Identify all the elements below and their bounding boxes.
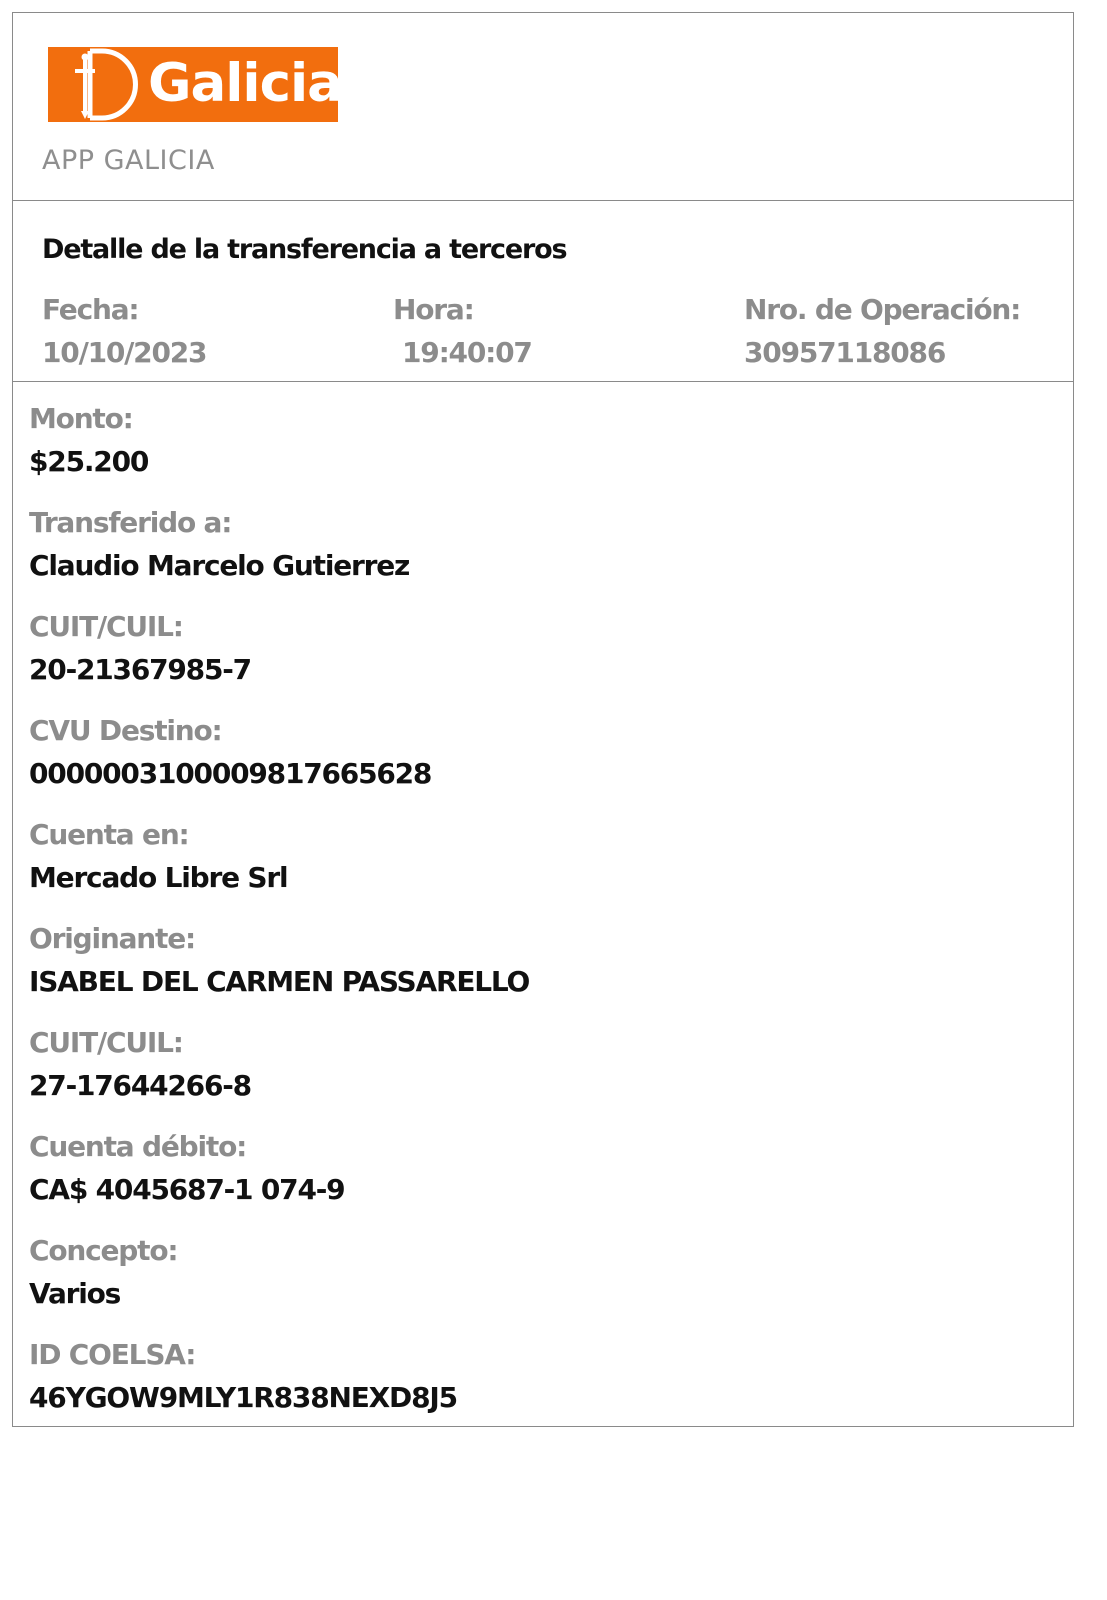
cuit-originante-field (29, 1027, 529, 1131)
field-label: Monto: (29, 402, 133, 435)
field-label: Originante: (29, 922, 195, 955)
originante-field (29, 923, 529, 1027)
logo-wordmark: Galicia (148, 53, 342, 114)
receipt-header (13, 13, 1073, 201)
field-value: ISABEL DEL CARMEN PASSARELLO (29, 965, 530, 998)
field-value: 27-17644266-8 (29, 1069, 251, 1102)
concepto-field (29, 1235, 529, 1339)
field-label: Cuenta en: (29, 818, 189, 851)
field-label: ID COELSA: (29, 1338, 196, 1371)
field-label: Transferido a: (29, 506, 232, 539)
cuit-destino-field (29, 611, 529, 715)
field-value: $25.200 (29, 445, 149, 478)
app-name: APP GALICIA (42, 145, 215, 176)
galicia-logo (48, 47, 342, 122)
transfer-details (29, 403, 529, 1443)
destinatario-field (29, 507, 529, 611)
operacion-value: 30957118086 (744, 336, 946, 369)
fecha-block (42, 294, 206, 369)
id-coelsa-field (29, 1339, 529, 1443)
operacion-block (744, 294, 1020, 369)
hora-block (393, 294, 532, 369)
fecha-value: 10/10/2023 (42, 336, 207, 369)
field-value: Claudio Marcelo Gutierrez (29, 549, 410, 582)
field-label: CUIT/CUIL: (29, 1026, 183, 1059)
field-value: 0000003100009817665628 (29, 757, 432, 790)
field-label: Concepto: (29, 1234, 178, 1267)
transfer-summary (13, 201, 1073, 382)
field-value: Varios (29, 1277, 121, 1310)
cuenta-debito-field (29, 1131, 529, 1235)
cvu-destino-field (29, 715, 529, 819)
field-value: 20-21367985-7 (29, 653, 251, 686)
field-label: CVU Destino: (29, 714, 222, 747)
hora-label: Hora: (393, 293, 474, 326)
page-title: Detalle de la transferencia a terceros (42, 234, 567, 265)
hora-value: 19:40:07 (402, 336, 532, 369)
field-label: Cuenta débito: (29, 1130, 247, 1163)
operacion-label: Nro. de Operación: (744, 293, 1021, 326)
cuenta-en-field (29, 819, 529, 923)
field-value: CA$ 4045687-1 074-9 (29, 1173, 345, 1206)
fecha-label: Fecha: (42, 293, 139, 326)
field-value: 46YGOW9MLY1R838NEXD8J5 (29, 1381, 457, 1414)
monto-field (29, 403, 529, 507)
field-label: CUIT/CUIL: (29, 610, 183, 643)
field-value: Mercado Libre Srl (29, 861, 288, 894)
